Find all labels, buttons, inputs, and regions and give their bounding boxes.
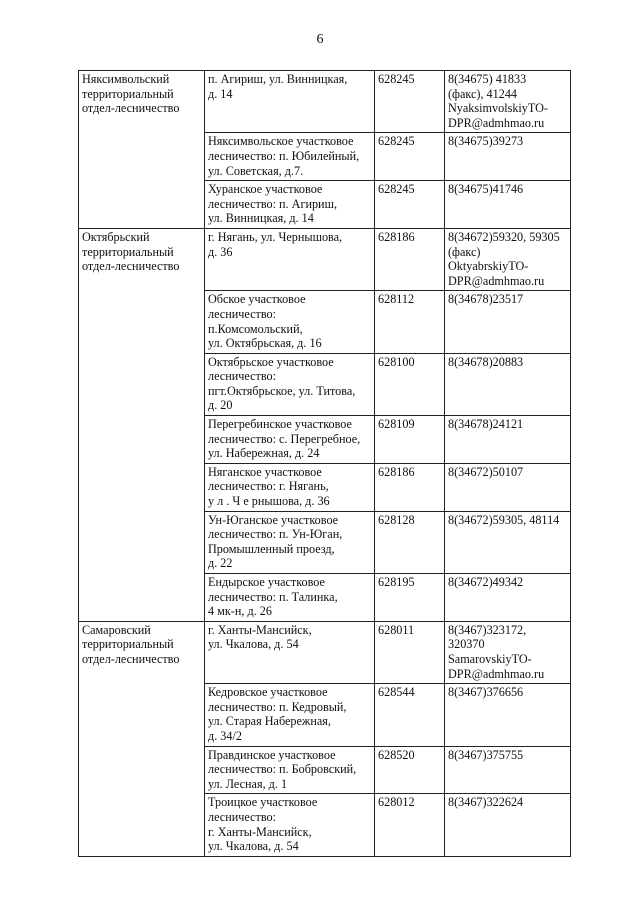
address-cell: Няксимвольское участковое лесничество: п. Юбилейный, ул. Советская, д.7. bbox=[205, 133, 375, 181]
postal-index-cell: 628100 bbox=[375, 353, 445, 415]
table-row bbox=[79, 621, 571, 683]
contact-cell: 8(3467)322624 bbox=[445, 794, 571, 856]
address-cell: п. Агириш, ул. Винницкая, д. 14 bbox=[205, 71, 375, 133]
department-cell: Няксимвольский территориальный отдел-лесничество bbox=[79, 71, 205, 229]
address-cell: Троицкое участковое лесничество: г. Ханты-Мансийск, ул. Чкалова, д. 54 bbox=[205, 794, 375, 856]
department-cell: Самаровский территориальный отдел-лесничество bbox=[79, 621, 205, 856]
contact-cell: 8(3467)375755 bbox=[445, 746, 571, 794]
address-cell: Ендырское участковое лесничество: п. Талинка, 4 мк-н, д. 26 bbox=[205, 574, 375, 622]
postal-index-cell: 628109 bbox=[375, 416, 445, 464]
postal-index-cell: 628245 bbox=[375, 133, 445, 181]
address-cell: Ун-Юганское участковое лесничество: п. Ун-Юган, Промышленный проезд, д. 22 bbox=[205, 511, 375, 573]
contact-cell: 8(34678)24121 bbox=[445, 416, 571, 464]
forestry-table-body bbox=[79, 71, 571, 857]
address-cell: Обское участковое лесничество: п.Комсомольский, ул. Октябрьская, д. 16 bbox=[205, 291, 375, 353]
contact-cell: 8(34672)50107 bbox=[445, 463, 571, 511]
postal-index-cell: 628011 bbox=[375, 621, 445, 683]
contact-cell: 8(3467)323172, 320370 SamarovskiyTO- DPR@admhmao.ru bbox=[445, 621, 571, 683]
postal-index-cell: 628012 bbox=[375, 794, 445, 856]
address-cell: Няганское участковое лесничество: г. Нягань, у л . Ч е рнышова, д. 36 bbox=[205, 463, 375, 511]
address-cell: Правдинское участковое лесничество: п. Бобровский, ул. Лесная, д. 1 bbox=[205, 746, 375, 794]
contact-cell: 8(34675)39273 bbox=[445, 133, 571, 181]
postal-index-cell: 628245 bbox=[375, 71, 445, 133]
table-row bbox=[79, 71, 571, 133]
contact-cell: 8(34672)59320, 59305 (факс) OktyabrskiyTO- DPR@admhmao.ru bbox=[445, 228, 571, 290]
address-cell: Кедровское участковое лесничество: п. Кедровый, ул. Старая Набережная, д. 34/2 bbox=[205, 684, 375, 746]
contact-cell: 8(34675)41746 bbox=[445, 181, 571, 229]
contact-cell: 8(34675) 41833 (факс), 41244 NyaksimvolskiyTO- DPR@admhmao.ru bbox=[445, 71, 571, 133]
table-row bbox=[79, 228, 571, 290]
address-cell: Хуранское участковое лесничество: п. Агириш, ул. Винницкая, д. 14 bbox=[205, 181, 375, 229]
address-cell: Октябрьское участковое лесничество: пгт.Октябрьское, ул. Титова, д. 20 bbox=[205, 353, 375, 415]
postal-index-cell: 628520 bbox=[375, 746, 445, 794]
address-cell: г. Нягань, ул. Чернышова, д. 36 bbox=[205, 228, 375, 290]
contact-cell: 8(34672)59305, 48114 bbox=[445, 511, 571, 573]
contact-cell: 8(3467)376656 bbox=[445, 684, 571, 746]
address-cell: г. Ханты-Мансийск, ул. Чкалова, д. 54 bbox=[205, 621, 375, 683]
postal-index-cell: 628245 bbox=[375, 181, 445, 229]
contact-cell: 8(34678)20883 bbox=[445, 353, 571, 415]
postal-index-cell: 628112 bbox=[375, 291, 445, 353]
postal-index-cell: 628544 bbox=[375, 684, 445, 746]
contact-cell: 8(34678)23517 bbox=[445, 291, 571, 353]
contact-cell: 8(34672)49342 bbox=[445, 574, 571, 622]
postal-index-cell: 628128 bbox=[375, 511, 445, 573]
postal-index-cell: 628186 bbox=[375, 463, 445, 511]
postal-index-cell: 628195 bbox=[375, 574, 445, 622]
forestry-table bbox=[78, 70, 571, 857]
postal-index-cell: 628186 bbox=[375, 228, 445, 290]
address-cell: Перегребинское участковое лесничество: с. Перегребное, ул. Набережная, д. 24 bbox=[205, 416, 375, 464]
department-cell: Октябрьский территориальный отдел-лесничество bbox=[79, 228, 205, 621]
page-number: 6 bbox=[316, 32, 324, 47]
